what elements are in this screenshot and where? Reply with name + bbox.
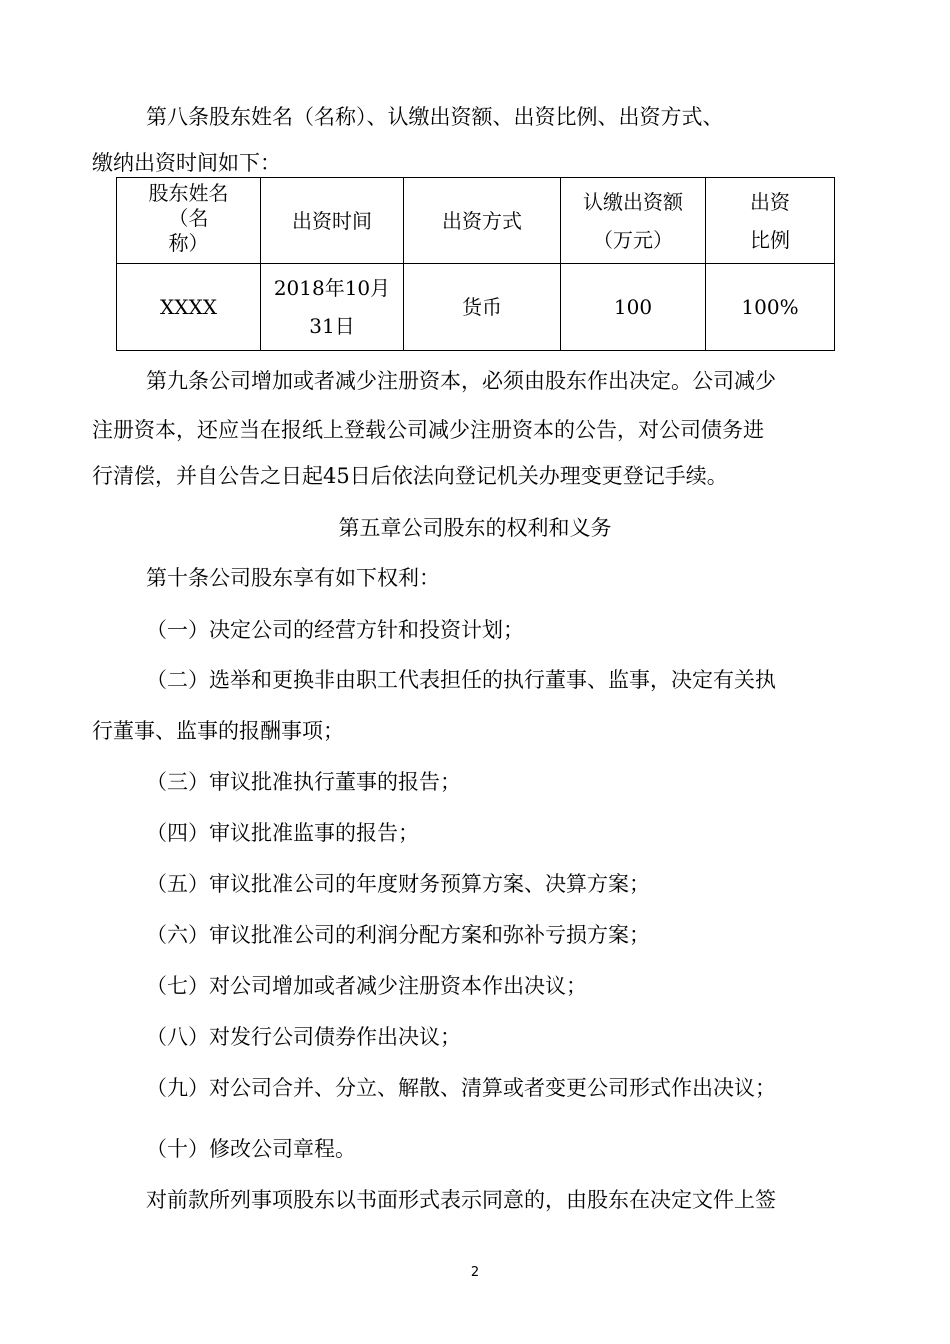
capital-contribution-table [116,177,835,351]
list-item: （四）审议批准监事的报告； [146,821,419,845]
table-row [117,264,835,351]
article10-closing: 对前款所列事项股东以书面形式表示同意的，由股东在决定文件上签 [146,1188,776,1212]
list-item: （七）对公司增加或者减少注册资本作出决议； [146,974,587,998]
cell-contribution-time: 2018年10月 31日 [261,264,404,351]
header-contribution-ratio: 出资 比例 [706,178,835,264]
list-item: （六）审议批准公司的利润分配方案和弥补亏损方案； [146,923,650,947]
list-item: （二）选举和更换非由职工代表担任的执行董事、监事，决定有关执 [146,668,776,692]
list-item: （三）审议批准执行董事的报告； [146,770,461,794]
cell-contribution-method: 货币 [404,264,561,351]
list-item: （十）修改公司章程。 [146,1137,356,1161]
header-contribution-time: 出资时间 [261,178,404,264]
article9-line2: 注册资本，还应当在报纸上登载公司减少注册资本的公告，对公司债务进 [92,418,764,442]
article8-line1: 第八条股东姓名（名称）、认缴出资额、出资比例、出资方式、 [146,105,724,129]
header-contribution-method: 出资方式 [404,178,561,264]
article9-line3: 行清偿，并自公告之日起45日后依法向登记机关办理变更登记手续。 [92,464,728,488]
page-number: 2 [470,1265,480,1280]
list-item: 行董事、监事的报酬事项； [92,719,344,743]
article9-line1: 第九条公司增加或者减少注册资本，必须由股东作出决定。公司减少 [146,369,776,393]
chapter5-heading: 第五章公司股东的权利和义务 [338,516,612,540]
cell-shareholder-name: XXXX [117,264,261,351]
table-header-row [117,178,835,264]
list-item: （八）对发行公司债券作出决议； [146,1025,461,1049]
article8-line2: 缴纳出资时间如下： [92,151,281,175]
header-shareholder-name: 股东姓名 （名 称） [117,178,261,264]
article10-intro: 第十条公司股东享有如下权利： [146,566,440,590]
list-item: （一）决定公司的经营方针和投资计划； [146,618,524,642]
cell-subscribed-amount: 100 [561,264,706,351]
cell-contribution-ratio: 100% [706,264,835,351]
list-item: （五）审议批准公司的年度财务预算方案、决算方案； [146,872,650,896]
header-subscribed-amount: 认缴出资额 （万元） [561,178,706,264]
list-item: （九）对公司合并、分立、解散、清算或者变更公司形式作出决议； [146,1076,776,1100]
